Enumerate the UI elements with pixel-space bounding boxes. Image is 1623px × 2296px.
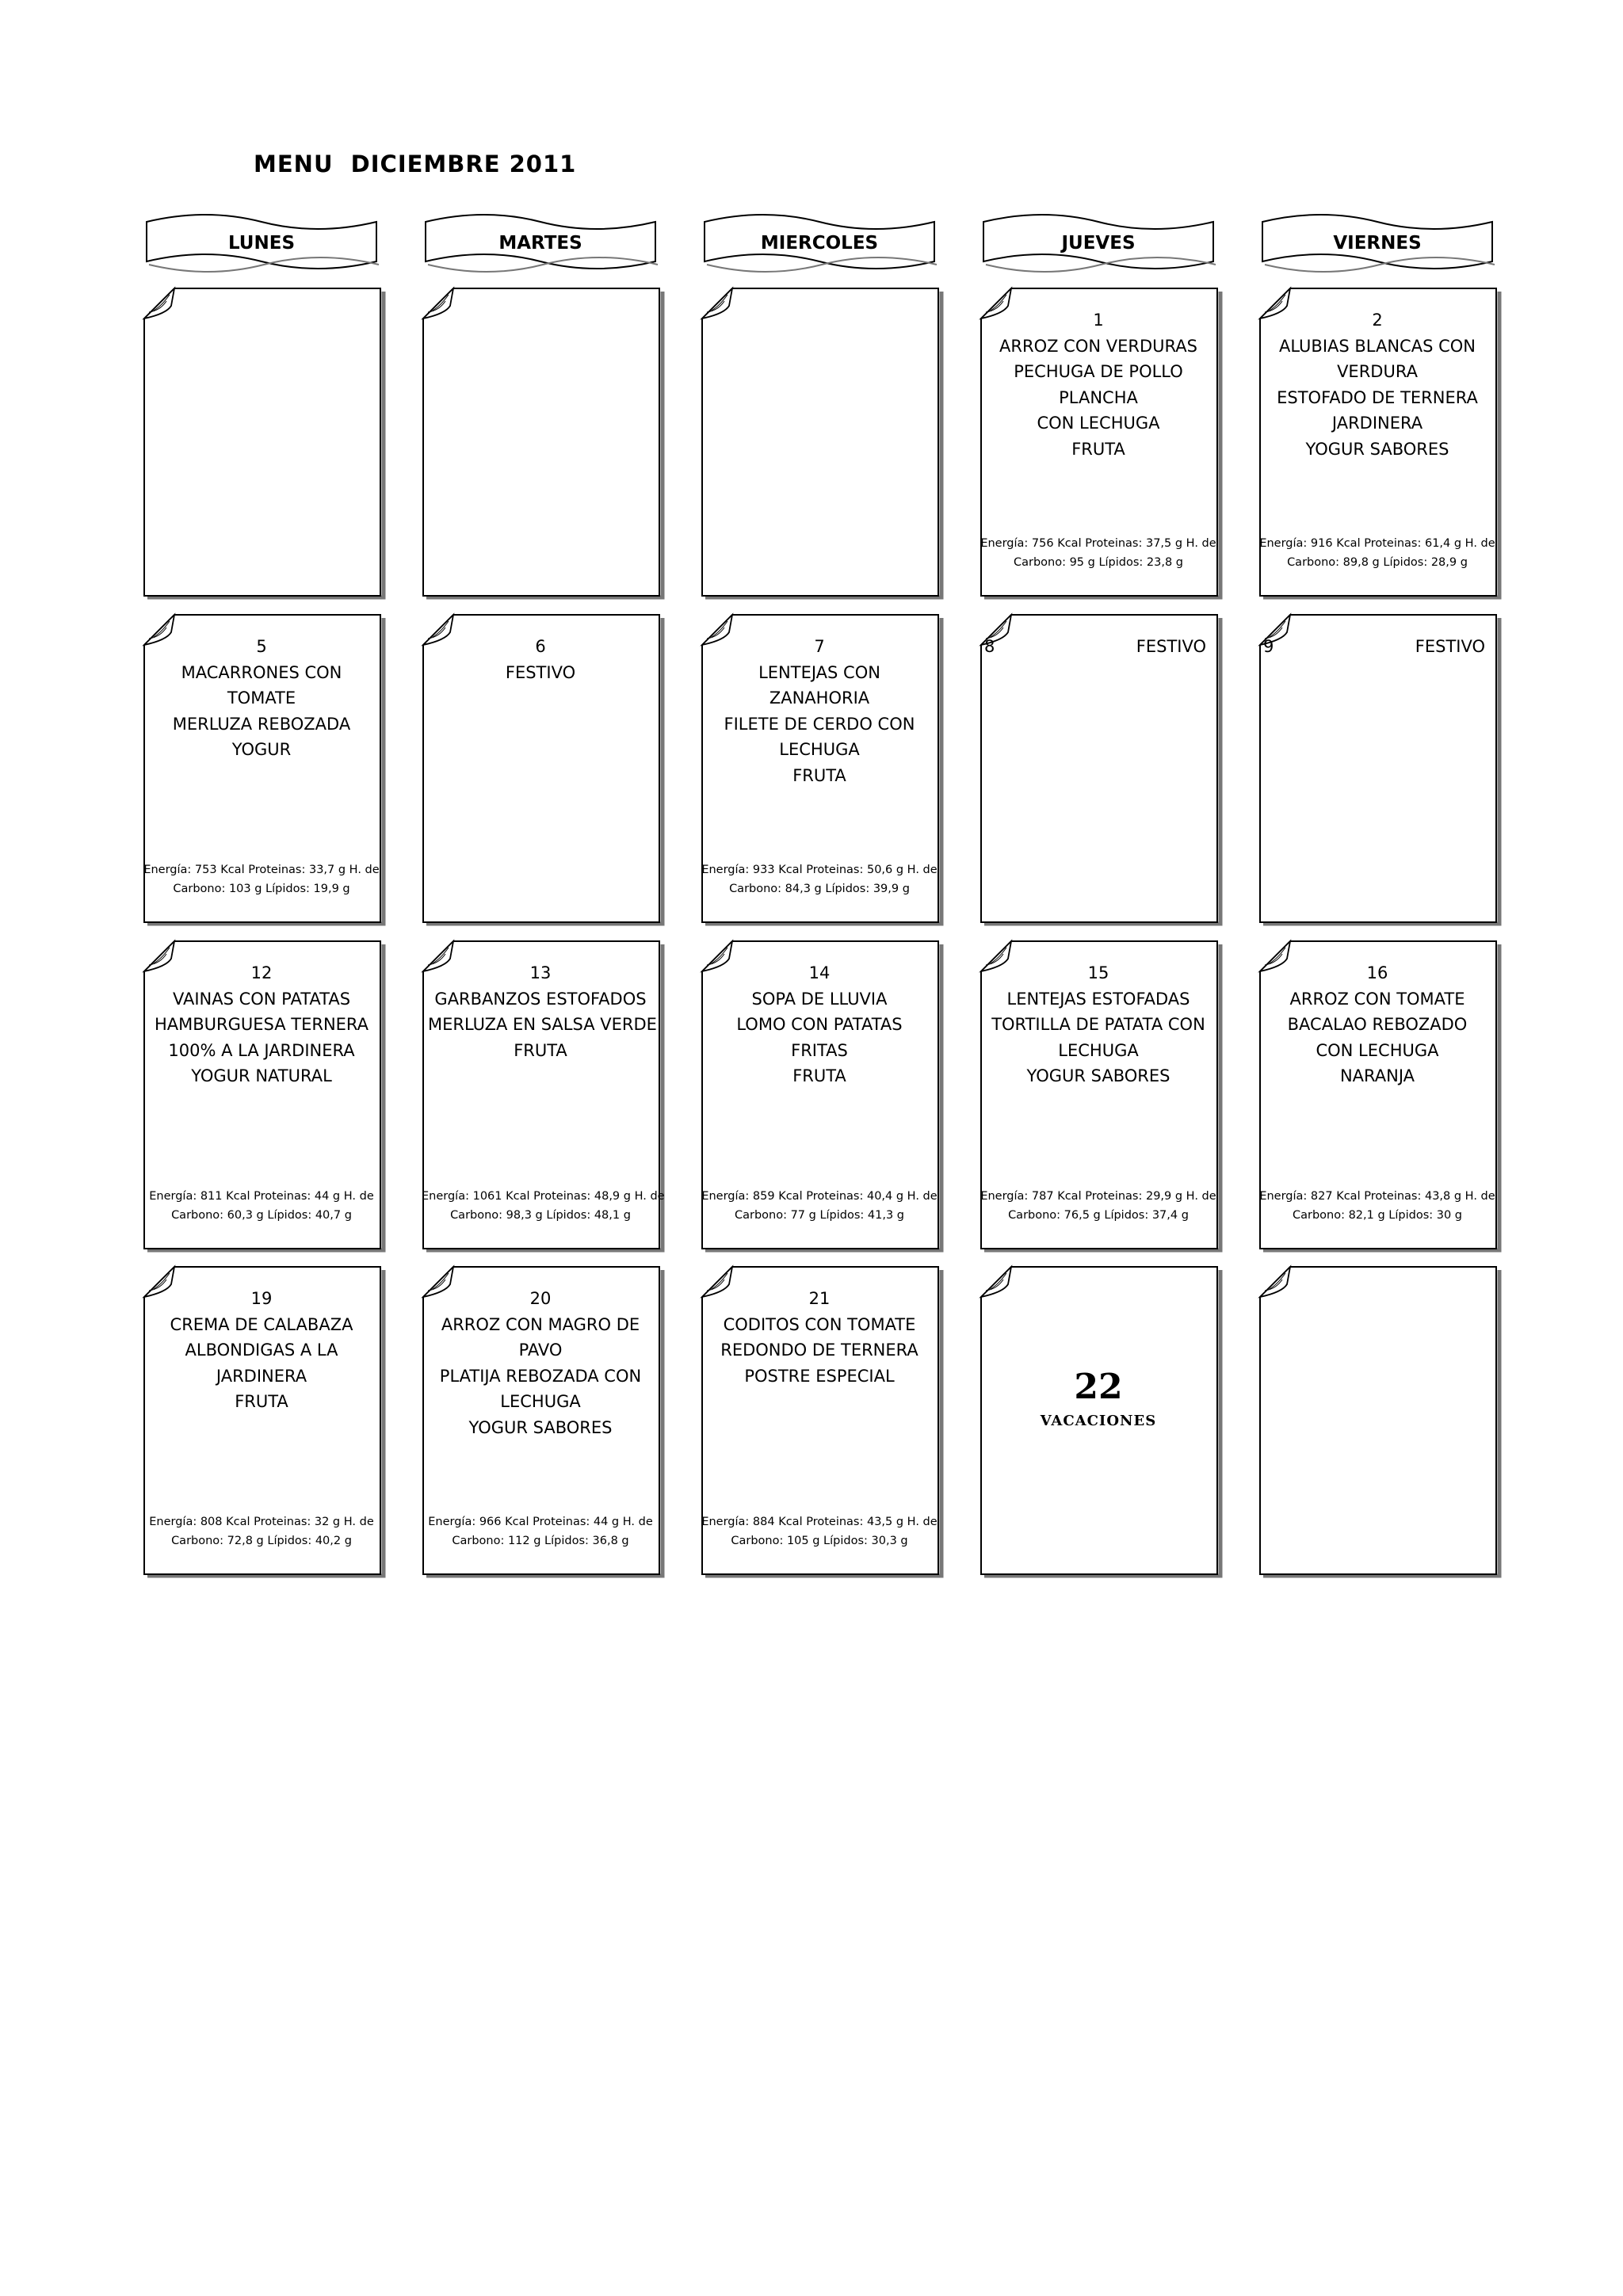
dish-line: YOGUR SABORES <box>468 1417 613 1437</box>
dish-line: JARDINERA <box>216 1366 307 1386</box>
dish-line: SOPA DE LLUVIA <box>751 989 888 1009</box>
dish-line: TOMATE <box>227 688 296 707</box>
day-number: 19 <box>250 1289 273 1308</box>
dish-line: CON LECHUGA <box>1037 414 1160 433</box>
day-cell-5 <box>143 613 380 922</box>
dish-line: CODITOS CON TOMATE <box>723 1314 916 1334</box>
day-header-viernes <box>1258 212 1496 273</box>
dish-line: FRUTA <box>1071 439 1125 459</box>
day-number: 15 <box>1087 963 1109 982</box>
menu-content <box>1265 307 1490 462</box>
empty-cell <box>701 287 938 596</box>
menu-content <box>1265 960 1490 1089</box>
nutrition-info <box>1258 1187 1496 1225</box>
day-number: 21 <box>808 1289 831 1308</box>
day-header-martes <box>422 212 659 273</box>
day-number: 20 <box>529 1289 552 1308</box>
nutrition-line-2: Carbono: 60,3 g Lípidos: 40,7 g <box>171 1209 352 1222</box>
day-number: 7 <box>814 637 825 656</box>
day-cell-7 <box>701 613 938 922</box>
vacation-label: VACACIONES <box>1040 1413 1157 1429</box>
nutrition-line-2: Carbono: 82,1 g Lípidos: 30 g <box>1292 1209 1463 1222</box>
dish-line: ZANAHORIA <box>769 688 870 707</box>
day-cell-20 <box>422 1265 659 1574</box>
day-cell-6 <box>422 613 659 922</box>
dish-line: FRUTA <box>792 765 846 785</box>
dish-line: HAMBURGUESA TERNERA <box>154 1015 369 1034</box>
holiday-label: FESTIVO <box>1415 637 1485 656</box>
menu-content <box>986 960 1211 1089</box>
day-header-label: MARTES <box>498 233 582 254</box>
nutrition-line-1: Energía: 884 Kcal Proteinas: 43,5 g H. de <box>701 1516 938 1528</box>
nutrition-line-2: Carbono: 76,5 g Lípidos: 37,4 g <box>1008 1209 1189 1222</box>
dish-line: 100% A LA JARDINERA <box>168 1040 355 1060</box>
dish-line: FRUTA <box>792 1066 846 1085</box>
nutrition-line-2: Carbono: 84,3 g Lípidos: 39,9 g <box>729 883 910 895</box>
nutrition-line-1: Energía: 756 Kcal Proteinas: 37,5 g H. de <box>980 537 1216 550</box>
day-cell-21 <box>701 1265 938 1574</box>
dish-line: NARANJA <box>1339 1066 1415 1085</box>
day-cell-12 <box>143 940 380 1249</box>
dish-line: FRUTA <box>235 1392 288 1411</box>
nutrition-line-1: Energía: 1061 Kcal Proteinas: 48,9 g H. de <box>422 1190 665 1203</box>
dish-line: FILETE DE CERDO CON <box>724 714 915 734</box>
dish-line: POSTRE ESPECIAL <box>744 1366 895 1386</box>
menu-content <box>986 307 1211 462</box>
nutrition-line-1: Energía: 811 Kcal Proteinas: 44 g H. de <box>149 1190 374 1203</box>
dish-line: JARDINERA <box>1331 414 1423 433</box>
nutrition-info <box>422 1187 665 1225</box>
nutrition-line-1: Energía: 859 Kcal Proteinas: 40,4 g H. de <box>701 1190 938 1203</box>
day-cell-1 <box>980 287 1217 596</box>
nutrition-line-2: Carbono: 89,8 g Lípidos: 28,9 g <box>1287 556 1468 569</box>
dish-line: FRUTA <box>514 1040 567 1060</box>
day-number: 12 <box>250 963 273 982</box>
dish-line: ALUBIAS BLANCAS CON <box>1279 336 1476 356</box>
nutrition-info <box>980 534 1217 572</box>
empty-cell <box>1258 1265 1496 1574</box>
nutrition-info <box>701 1512 938 1550</box>
day-header-label: LUNES <box>227 233 296 254</box>
nutrition-info <box>143 1187 380 1225</box>
day-header-lunes <box>143 212 380 273</box>
nutrition-line-2: Carbono: 105 g Lípidos: 30,3 g <box>731 1535 908 1547</box>
day-number: 9 <box>1263 637 1274 656</box>
empty-cell <box>422 287 659 596</box>
nutrition-line-2: Carbono: 98,3 g Lípidos: 48,1 g <box>450 1209 631 1222</box>
menu-content <box>149 960 374 1089</box>
dish-line: MERLUZA REBOZADA <box>172 714 351 734</box>
holiday-label: FESTIVO <box>1136 637 1206 656</box>
dish-line: TORTILLA DE PATATA CON <box>991 1015 1205 1034</box>
dish-line: ALBONDIGAS A LA <box>185 1341 338 1360</box>
menu-content <box>428 960 657 1063</box>
day-number: 13 <box>529 963 552 982</box>
empty-cell <box>143 287 380 596</box>
day-number: 8 <box>984 637 995 656</box>
day-number: 16 <box>1366 963 1388 982</box>
day-header-label: VIERNES <box>1333 233 1422 254</box>
dish-line: BACALAO REBOZADO <box>1287 1015 1468 1034</box>
nutrition-line-1: Energía: 787 Kcal Proteinas: 29,9 g H. de <box>980 1190 1216 1203</box>
dish-line: GARBANZOS ESTOFADOS <box>434 989 647 1009</box>
nutrition-info <box>701 1187 938 1225</box>
dish-line: FESTIVO <box>505 662 576 682</box>
nutrition-line-1: Energía: 827 Kcal Proteinas: 43,8 g H. de <box>1259 1190 1495 1203</box>
dish-line: LECHUGA <box>500 1392 581 1411</box>
dish-line: LENTEJAS CON <box>758 662 880 682</box>
nutrition-line-2: Carbono: 77 g Lípidos: 41,3 g <box>734 1209 905 1222</box>
nutrition-info <box>422 1512 659 1550</box>
menu-content <box>428 1286 653 1440</box>
nutrition-line-1: Energía: 808 Kcal Proteinas: 32 g H. de <box>149 1516 374 1528</box>
day-cell-13 <box>422 940 665 1249</box>
dish-line: YOGUR SABORES <box>1026 1066 1170 1085</box>
dish-line: VAINAS CON PATATAS <box>172 989 351 1009</box>
dish-line: YOGUR SABORES <box>1305 439 1449 459</box>
dish-line: REDONDO DE TERNERA <box>720 1341 918 1360</box>
dish-line: PLATIJA REBOZADA CON <box>439 1366 642 1386</box>
day-header-jueves <box>980 212 1217 273</box>
day-number: 22 <box>1074 1367 1123 1407</box>
dish-line: LECHUGA <box>1058 1040 1139 1060</box>
dish-line: ARROZ CON TOMATE <box>1289 989 1465 1009</box>
day-cell-16 <box>1258 940 1496 1249</box>
dish-line: LENTEJAS ESTOFADAS <box>1006 989 1190 1009</box>
dish-line: YOGUR NATURAL <box>191 1066 332 1085</box>
day-cell-19 <box>143 1265 380 1574</box>
dish-line: VERDURA <box>1337 362 1418 381</box>
dish-line: PECHUGA DE POLLO <box>1014 362 1183 381</box>
day-number: 14 <box>808 963 831 982</box>
nutrition-info <box>1258 534 1496 572</box>
day-cell-2 <box>1258 287 1496 596</box>
day-cell-9 <box>1258 613 1496 922</box>
day-header-label: MIERCOLES <box>760 233 879 254</box>
nutrition-line-2: Carbono: 112 g Lípidos: 36,8 g <box>452 1535 629 1547</box>
dish-line: PLANCHA <box>1059 387 1138 407</box>
dish-line: ESTOFADO DE TERNERA <box>1277 387 1478 407</box>
menu-content <box>149 1286 374 1415</box>
day-cell-22 <box>980 1265 1217 1574</box>
day-number: 2 <box>1372 311 1383 330</box>
day-number: 5 <box>256 637 267 656</box>
nutrition-line-1: Energía: 753 Kcal Proteinas: 33,7 g H. de <box>143 864 380 876</box>
nutrition-line-2: Carbono: 72,8 g Lípidos: 40,2 g <box>171 1535 352 1547</box>
dish-line: PAVO <box>518 1341 563 1360</box>
nutrition-info <box>701 860 938 898</box>
dish-line: CREMA DE CALABAZA <box>170 1314 353 1334</box>
menu-content <box>428 634 653 685</box>
dish-line: CON LECHUGA <box>1316 1040 1439 1060</box>
day-number: 6 <box>535 637 546 656</box>
nutrition-info <box>143 1512 380 1550</box>
dish-line: MERLUZA EN SALSA VERDE <box>428 1015 657 1034</box>
day-number: 1 <box>1093 311 1104 330</box>
page-title: MENU DICIEMBRE 2011 <box>254 151 577 177</box>
dish-line: YOGUR <box>231 740 292 759</box>
menu-content <box>707 634 932 788</box>
day-cell-15 <box>980 940 1217 1249</box>
dish-line: ARROZ CON VERDURAS <box>999 336 1197 356</box>
menu-content <box>707 1286 932 1389</box>
dish-line: FRITAS <box>791 1040 848 1060</box>
nutrition-info <box>980 1187 1217 1225</box>
dish-line: LECHUGA <box>779 740 860 759</box>
day-header-miercoles <box>701 212 938 273</box>
day-cell-14 <box>701 940 938 1249</box>
nutrition-line-1: Energía: 966 Kcal Proteinas: 44 g H. de <box>428 1516 653 1528</box>
nutrition-line-1: Energía: 916 Kcal Proteinas: 61,4 g H. de <box>1259 537 1495 550</box>
dish-line: MACARRONES CON <box>181 662 342 682</box>
dish-line: ARROZ CON MAGRO DE <box>441 1314 640 1334</box>
menu-content <box>149 634 374 763</box>
menu-content <box>707 960 932 1089</box>
dish-line: LOMO CON PATATAS <box>736 1015 903 1034</box>
nutrition-info <box>143 860 380 898</box>
nutrition-line-2: Carbono: 103 g Lípidos: 19,9 g <box>173 883 350 895</box>
day-header-label: JUEVES <box>1061 233 1136 254</box>
nutrition-line-2: Carbono: 95 g Lípidos: 23,8 g <box>1013 556 1184 569</box>
day-cell-8 <box>980 613 1217 922</box>
nutrition-line-1: Energía: 933 Kcal Proteinas: 50,6 g H. de <box>701 864 938 876</box>
